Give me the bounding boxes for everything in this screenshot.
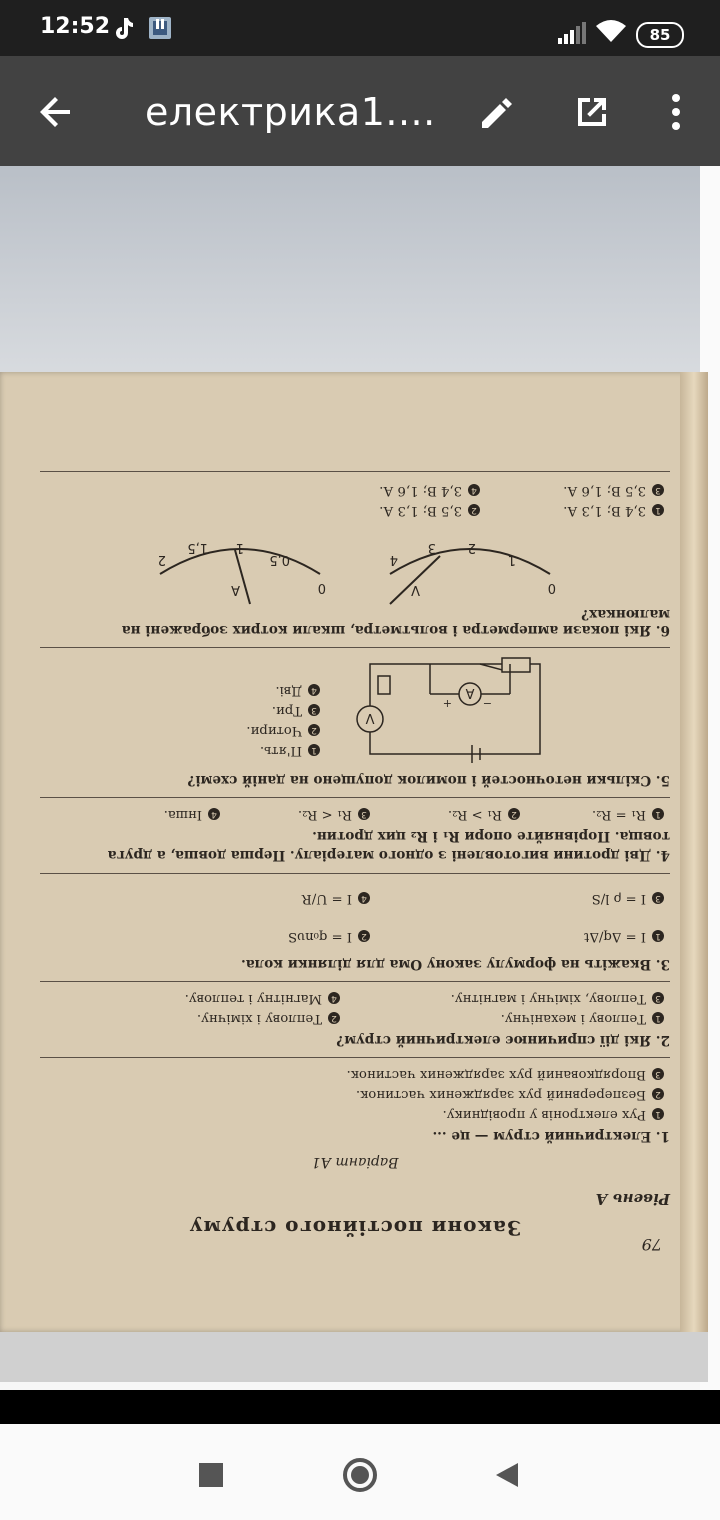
option-4-4: [164, 807, 220, 822]
option-6-3: [563, 483, 664, 498]
option-2-4: [185, 991, 340, 1006]
option-text: Чотири.: [246, 723, 302, 738]
option-text: R₁ < R₂.: [297, 807, 352, 822]
option-1-2: [356, 1087, 664, 1102]
bullet-2: 2: [508, 809, 520, 821]
option-4-1: [592, 807, 664, 822]
document-title: електрика1....: [145, 90, 436, 134]
book-page-edge: [680, 372, 708, 1332]
scan-background: [0, 166, 700, 376]
option-text: Магнітну і теплову.: [184, 991, 322, 1006]
question-6: 6. Які покази амперметра і вольтметра, шкали котрих зображені на малюнках?: [121, 606, 670, 638]
option-6-4: [379, 483, 480, 498]
voltmeter-tick: 2: [467, 540, 476, 555]
option-text: Теплову і хімічну.: [196, 1011, 322, 1026]
triangle-back-icon: [492, 1460, 522, 1490]
bullet-1: 1: [652, 931, 664, 943]
bullet-2: 2: [652, 1089, 664, 1101]
option-3-1: [584, 929, 664, 944]
circle-icon: [342, 1457, 378, 1493]
open-external-button[interactable]: [564, 84, 620, 140]
bullet-3: 3: [652, 893, 664, 905]
plus-sign: +: [442, 697, 452, 710]
option-6-2: [379, 503, 480, 518]
formula-text: I = ρ l/S: [591, 891, 646, 906]
divider: [40, 873, 670, 874]
option-2-2: [197, 1011, 340, 1026]
bullet-3: 3: [652, 1069, 664, 1081]
option-1-1: [443, 1107, 664, 1122]
bullet-2: 2: [328, 1013, 340, 1025]
minus-sign: −: [482, 697, 492, 710]
bullet-1: 1: [308, 745, 320, 757]
bullet-2: 2: [468, 505, 480, 517]
bullet-1: 1: [652, 1013, 664, 1025]
option-2-1: [501, 1011, 664, 1026]
ammeter-tick: 0: [317, 580, 326, 595]
ammeter-tick: 1,5: [187, 540, 208, 555]
ammeter-tick: 1: [235, 540, 244, 555]
more-vert-icon: [669, 92, 683, 132]
option-text: П'ять.: [259, 743, 302, 758]
signal-icon: [558, 22, 586, 48]
square-icon: [196, 1460, 226, 1490]
pencil-icon: [476, 92, 516, 132]
option-text: Безперервний рух заряджених частинок.: [355, 1087, 646, 1102]
bullet-4: 4: [468, 485, 480, 497]
divider: [40, 981, 670, 982]
status-time: 12:52: [40, 14, 111, 39]
option-5-3: [272, 703, 320, 718]
option-3-2: [288, 929, 370, 944]
ammeter-tick: 0,5: [269, 552, 290, 567]
tiktok-icon: [112, 16, 134, 44]
scan-bottom-area: [0, 1332, 708, 1382]
page-number: 79: [641, 1235, 662, 1254]
option-text: Інша.: [163, 807, 202, 822]
option-3-4: [302, 891, 370, 906]
option-text: Дві.: [275, 683, 302, 698]
bullet-4: 4: [328, 993, 340, 1005]
question-2: 2. Які дії спричинює електричний струм?: [336, 1032, 670, 1048]
voltmeter-tick: 3: [427, 540, 436, 555]
question-4: 4. Дві дротини виготовлені з одного матеріалу. Перша довша, а друга товща. Порівняйте опори R₁ і R₂ цих дротин.: [107, 828, 670, 863]
option-5-4: [275, 683, 320, 698]
option-text: R₁ > R₂.: [447, 807, 502, 822]
open-external-icon: [572, 92, 612, 132]
back-nav-button[interactable]: [492, 1460, 522, 1490]
option-5-1: [260, 743, 320, 758]
bullet-1: 1: [652, 505, 664, 517]
option-4-2: [448, 807, 520, 822]
option-text: Теплову, хімічну і магнітну.: [450, 991, 646, 1006]
variant-label: Варіант А1: [311, 1154, 399, 1170]
option-3-3: [592, 891, 664, 906]
edit-button[interactable]: [468, 84, 524, 140]
voltmeter-tick: 4: [389, 552, 398, 567]
level-label: Рівень А: [595, 1190, 670, 1208]
option-text: R₁ = R₂.: [591, 807, 646, 822]
bullet-1: 1: [652, 1109, 664, 1121]
ammeter-tick: 2: [157, 552, 166, 567]
voltmeter-tick: 1: [507, 552, 516, 567]
option-text: 3,5 В; 1,6 А.: [563, 483, 646, 498]
system-navigation-bar: [0, 1390, 720, 1520]
bullet-4: 4: [358, 893, 370, 905]
option-1-3: [347, 1067, 664, 1082]
option-text: 3,4 В; 1,3 А.: [563, 503, 646, 518]
divider: [40, 1057, 670, 1058]
voltmeter-symbol: V: [411, 582, 420, 597]
document-viewer[interactable]: [0, 166, 720, 1390]
option-text: Рух електронів у провіднику.: [442, 1107, 646, 1122]
formula-text: I = q₀nυS: [288, 929, 352, 944]
divider: [40, 647, 670, 648]
ammeter-label: A: [465, 685, 475, 700]
voltmeter-label: V: [365, 710, 375, 725]
formula-text: I = U/R: [301, 891, 352, 906]
option-2-3: [451, 991, 664, 1006]
option-text: 3,4 В; 1,6 А.: [379, 483, 462, 498]
bullet-4: 4: [308, 685, 320, 697]
home-button[interactable]: [342, 1457, 378, 1493]
option-text: Три.: [271, 703, 302, 718]
bullet-1: 1: [652, 809, 664, 821]
question-1: 1. Електричний струм — це ...: [432, 1128, 670, 1144]
circuit-diagram: [350, 654, 550, 764]
question-3: 3. Вкажіть на формулу закону Ома для ділянки кола.: [241, 956, 670, 972]
page-text-rotated: [40, 394, 670, 1254]
recents-button[interactable]: [196, 1460, 226, 1490]
bullet-4: 4: [208, 809, 220, 821]
option-4-3: [298, 807, 370, 822]
option-6-1: [563, 503, 664, 518]
option-5-2: [246, 723, 320, 738]
app-toolbar: [0, 56, 720, 166]
formula-text: I = Δq/Δt: [584, 929, 646, 944]
status-bar: [0, 0, 720, 56]
ammeter-symbol: A: [231, 582, 240, 597]
navbar-background: [0, 1424, 720, 1520]
bullet-3: 3: [358, 809, 370, 821]
chapter-title: Закони постійного струму: [188, 1216, 522, 1240]
notification-app-icon: [148, 16, 172, 44]
bullet-2: 2: [358, 931, 370, 943]
option-text: Впорядкований рух заряджених частинок.: [346, 1067, 646, 1082]
wifi-icon: [596, 20, 626, 48]
option-text: Теплову і механічну.: [500, 1011, 646, 1026]
bullet-2: 2: [308, 725, 320, 737]
divider: [40, 797, 670, 798]
more-options-button[interactable]: [648, 84, 704, 140]
bullet-3: 3: [652, 993, 664, 1005]
question-5: 5. Скільки неточностей і помилок допущено на даній схемі?: [187, 772, 670, 788]
meter-scales: [110, 524, 570, 614]
back-button[interactable]: [28, 84, 84, 140]
option-text: 3,5 В; 1,3 А.: [379, 503, 462, 518]
battery-indicator: 85: [636, 22, 684, 48]
voltmeter-tick: 0: [547, 580, 556, 595]
bullet-3: 3: [652, 485, 664, 497]
divider: [40, 471, 670, 472]
bullet-3: 3: [308, 705, 320, 717]
arrow-left-icon: [36, 92, 76, 132]
